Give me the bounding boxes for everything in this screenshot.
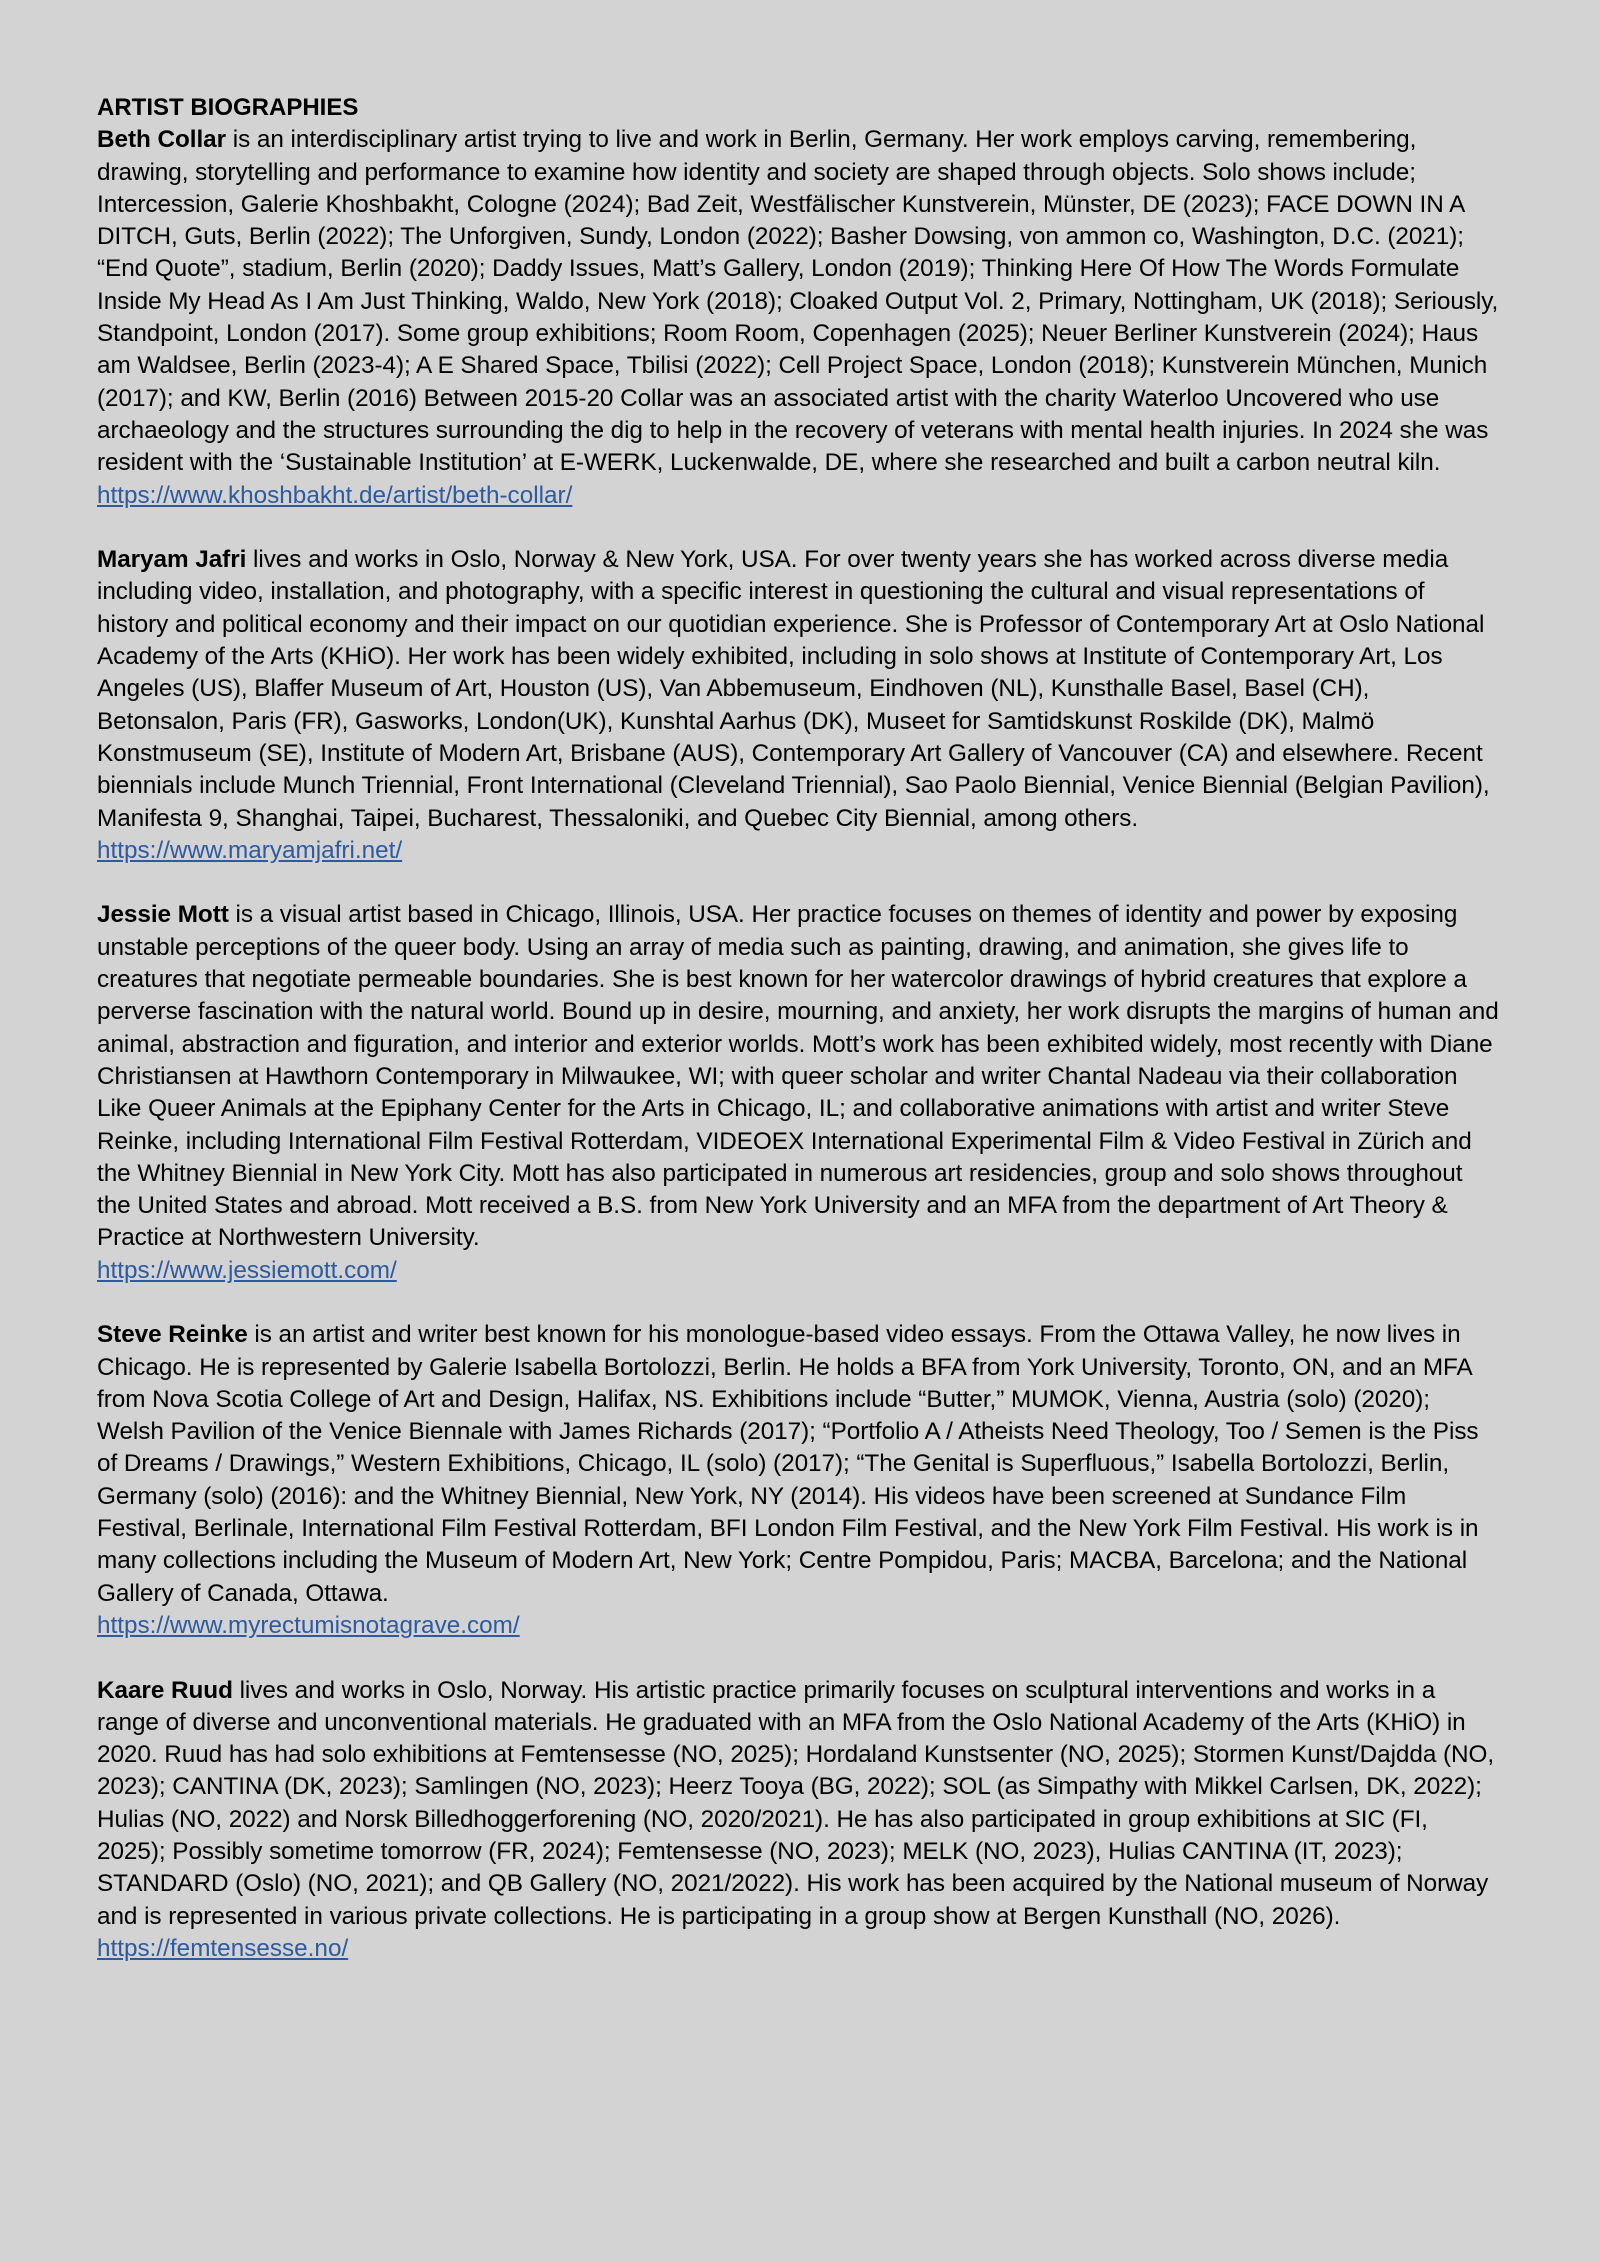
artist-website-link[interactable]: https://www.jessiemott.com/ (97, 1256, 397, 1284)
artist-website-link[interactable]: https://www.khoshbakht.de/artist/beth-collar/ (97, 481, 573, 509)
bio-text: lives and works in Oslo, Norway & New York, USA. For over twenty years she has worked across diverse media including video, installation, and photography, with a specific interest in questioning the cultural and visual representations of history and political economy and their impact on our quotidian experience. She is Professor of Contemporary Art at Oslo National Academy of the Arts (KHiO). Her work has been widely exhibited, including in solo shows at Institute of Contemporary Art, Los Angeles (US), Blaffer Museum of Art, Houston (US), Van Abbemuseum, Eindhoven (NL), Kunsthalle Basel, Basel (CH), Betonsalon, Paris (FR), Gasworks, London(UK), Kunshtal Aarhus (DK), Museet for Samtidskunst Roskilde (DK), Malmö Konstmuseum (SE), Institute of Modern Art, Brisbane (AUS), Contemporary Art Gallery of Vancouver (CA) and elsewhere. Recent biennials include Munch Triennial, Front International (Cleveland Triennial), Sao Paolo Biennial, Venice Biennial (Belgian Pavilion), Manifesta 9, Shanghai, Taipei, Bucharest, Thessaloniki, and Quebec City Biennial, among others. (97, 546, 1490, 832)
bio-section-jessie-mott (97, 899, 1502, 1287)
bio-paragraph (97, 1319, 1502, 1610)
artist-name: Maryam Jafri (97, 546, 247, 574)
artist-name: Steve Reinke (97, 1321, 248, 1349)
bio-text: lives and works in Oslo, Norway. His artistic practice primarily focuses on sculptural interventions and works in a range of diverse and unconventional materials. He graduated with an MFA from the Oslo National Academy of the Arts (KHiO) in 2020. Ruud has had solo exhibitions at Femtensesse (NO, 2025); Hordaland Kunstsenter (NO, 2025); Stormen Kunst/Dajdda (NO, 2023); CANTINA (DK, 2023); Samlingen (NO, 2023); Heerz Tooya (BG, 2022); SOL (as Simpathy with Mikkel Carlsen, DK, 2022); Hulias (NO, 2022) and Norsk Billedhoggerforening (NO, 2020/2021). He has also participated in group exhibitions at SIC (FI, 2025); Possibly sometime tomorrow (FR, 2024); Femtensesse (NO, 2023); MELK (NO, 2023), Hulias CANTINA (IT, 2023); STANDARD (Oslo) (NO, 2021); and QB Gallery (NO, 2021/2022). His work has been acquired by the National museum of Norway and is represented in various private collections. He is participating in a group show at Bergen Kunsthall (NO, 2026). (97, 1676, 1495, 1930)
bio-paragraph (97, 899, 1502, 1254)
bio-paragraph (97, 1675, 1502, 1933)
artist-website-link[interactable]: https://femtensesse.no/ (97, 1934, 349, 1962)
bio-text: is an artist and writer best known for his monologue-based video essays. From the Ottawa Valley, he now lives in Chicago. He is represented by Galerie Isabella Bortolozzi, Berlin. He holds a BFA from York University, Toronto, ON, and an MFA from Nova Scotia College of Art and Design, Halifax, NS. Exhibitions include “Butter,” MUMOK, Vienna, Austria (solo) (2020); Welsh Pavilion of the Venice Biennale with James Richards (2017); “Portfolio A / Atheists Need Theology, Too / Semen is the Piss of Dreams / Drawings,” Western Exhibitions, Chicago, IL (solo) (2017); “The Genital is Superfluous,” Isabella Bortolozzi, Berlin, Germany (solo) (2016): and the Whitney Biennial, New York, NY (2014). His videos have been screened at Sundance Film Festival, Berlinale, International Film Festival Rotterdam, BFI London Film Festival, and the New York Film Festival. His work is in many collections including the Museum of Modern Art, New York; Centre Pompidou, Paris; MACBA, Barcelona; and the National Gallery of Canada, Ottawa. (97, 1321, 1479, 1607)
artist-website-link[interactable]: https://www.maryamjafri.net/ (97, 836, 403, 864)
artist-name: Kaare Ruud (97, 1676, 233, 1704)
bio-section-kaare-ruud (97, 1675, 1502, 1966)
bio-section-beth-collar (97, 124, 1502, 512)
bio-text: is a visual artist based in Chicago, Illinois, USA. Her practice focuses on themes of identity and power by exposing unstable perceptions of the queer body. Using an array of media such as painting, drawing, and animation, she gives life to creatures that negotiate permeable boundaries. She is best known for her watercolor drawings of hybrid creatures that explore a perverse fascination with the natural world. Bound up in desire, mourning, and anxiety, her work disrupts the margins of human and animal, abstraction and figuration, and interior and exterior worlds. Mott’s work has been exhibited widely, most recently with Diane Christiansen at Hawthorn Contemporary in Milwaukee, WI; with queer scholar and writer Chantal Nadeau via their collaboration Like Queer Animals at the Epiphany Center for the Arts in Chicago, IL; and collaborative animations with artist and writer Steve Reinke, including International Film Festival Rotterdam, VIDEOEX International Experimental Film & Video Festival in Zürich and the Whitney Biennial in New York City. Mott has also participated in numerous art residencies, group and solo shows throughout the United States and abroad. Mott received a B.S. from New York University and an MFA from the department of Art Theory & Practice at Northwestern University. (97, 901, 1499, 1252)
artist-website-link[interactable]: https://www.myrectumisnotagrave.com/ (97, 1611, 520, 1639)
bio-paragraph (97, 544, 1502, 835)
bio-section-steve-reinke (97, 1319, 1502, 1642)
bio-section-maryam-jafri (97, 544, 1502, 867)
bio-paragraph (97, 124, 1502, 479)
bio-text: is an interdisciplinary artist trying to live and work in Berlin, Germany. Her work employs carving, remembering, drawing, storytelling and performance to examine how identity and society are shaped through objects. Solo shows include; Intercession, Galerie Khoshbakht, Cologne (2024); Bad Zeit, Westfälischer Kunstverein, Münster, DE (2023); FACE DOWN IN A DITCH, Guts, Berlin (2022); The Unforgiven, Sundy, London (2022); Basher Dowsing, von ammon co, Washington, D.C. (2021); “End Quote”, stadium, Berlin (2020); Daddy Issues, Matt’s Gallery, London (2019); Thinking Here Of How The Words Formulate Inside My Head As I Am Just Thinking, Waldo, New York (2018); Cloaked Output Vol. 2, Primary, Nottingham, UK (2018); Seriously, Standpoint, London (2017). Some group exhibitions; Room Room, Copenhagen (2025); Neuer Berliner Kunstverein (2024); Haus am Waldsee, Berlin (2023-4); A E Shared Space, Tbilisi (2022); Cell Project Space, London (2018); Kunstverein München, Munich (2017); and KW, Berlin (2016) Between 2015-20 Collar was an associated artist with the charity Waterloo Uncovered who use archaeology and the structures surrounding the dig to help in the recovery of veterans with mental health injuries. In 2024 she was resident with the ‘Sustainable Institution’ at E-WERK, Luckenwalde, DE, where she researched and built a carbon neutral kiln. (97, 126, 1499, 477)
document-title: ARTIST BIOGRAPHIES (97, 94, 359, 121)
artist-name: Beth Collar (97, 126, 227, 154)
artist-name: Jessie Mott (97, 901, 229, 929)
